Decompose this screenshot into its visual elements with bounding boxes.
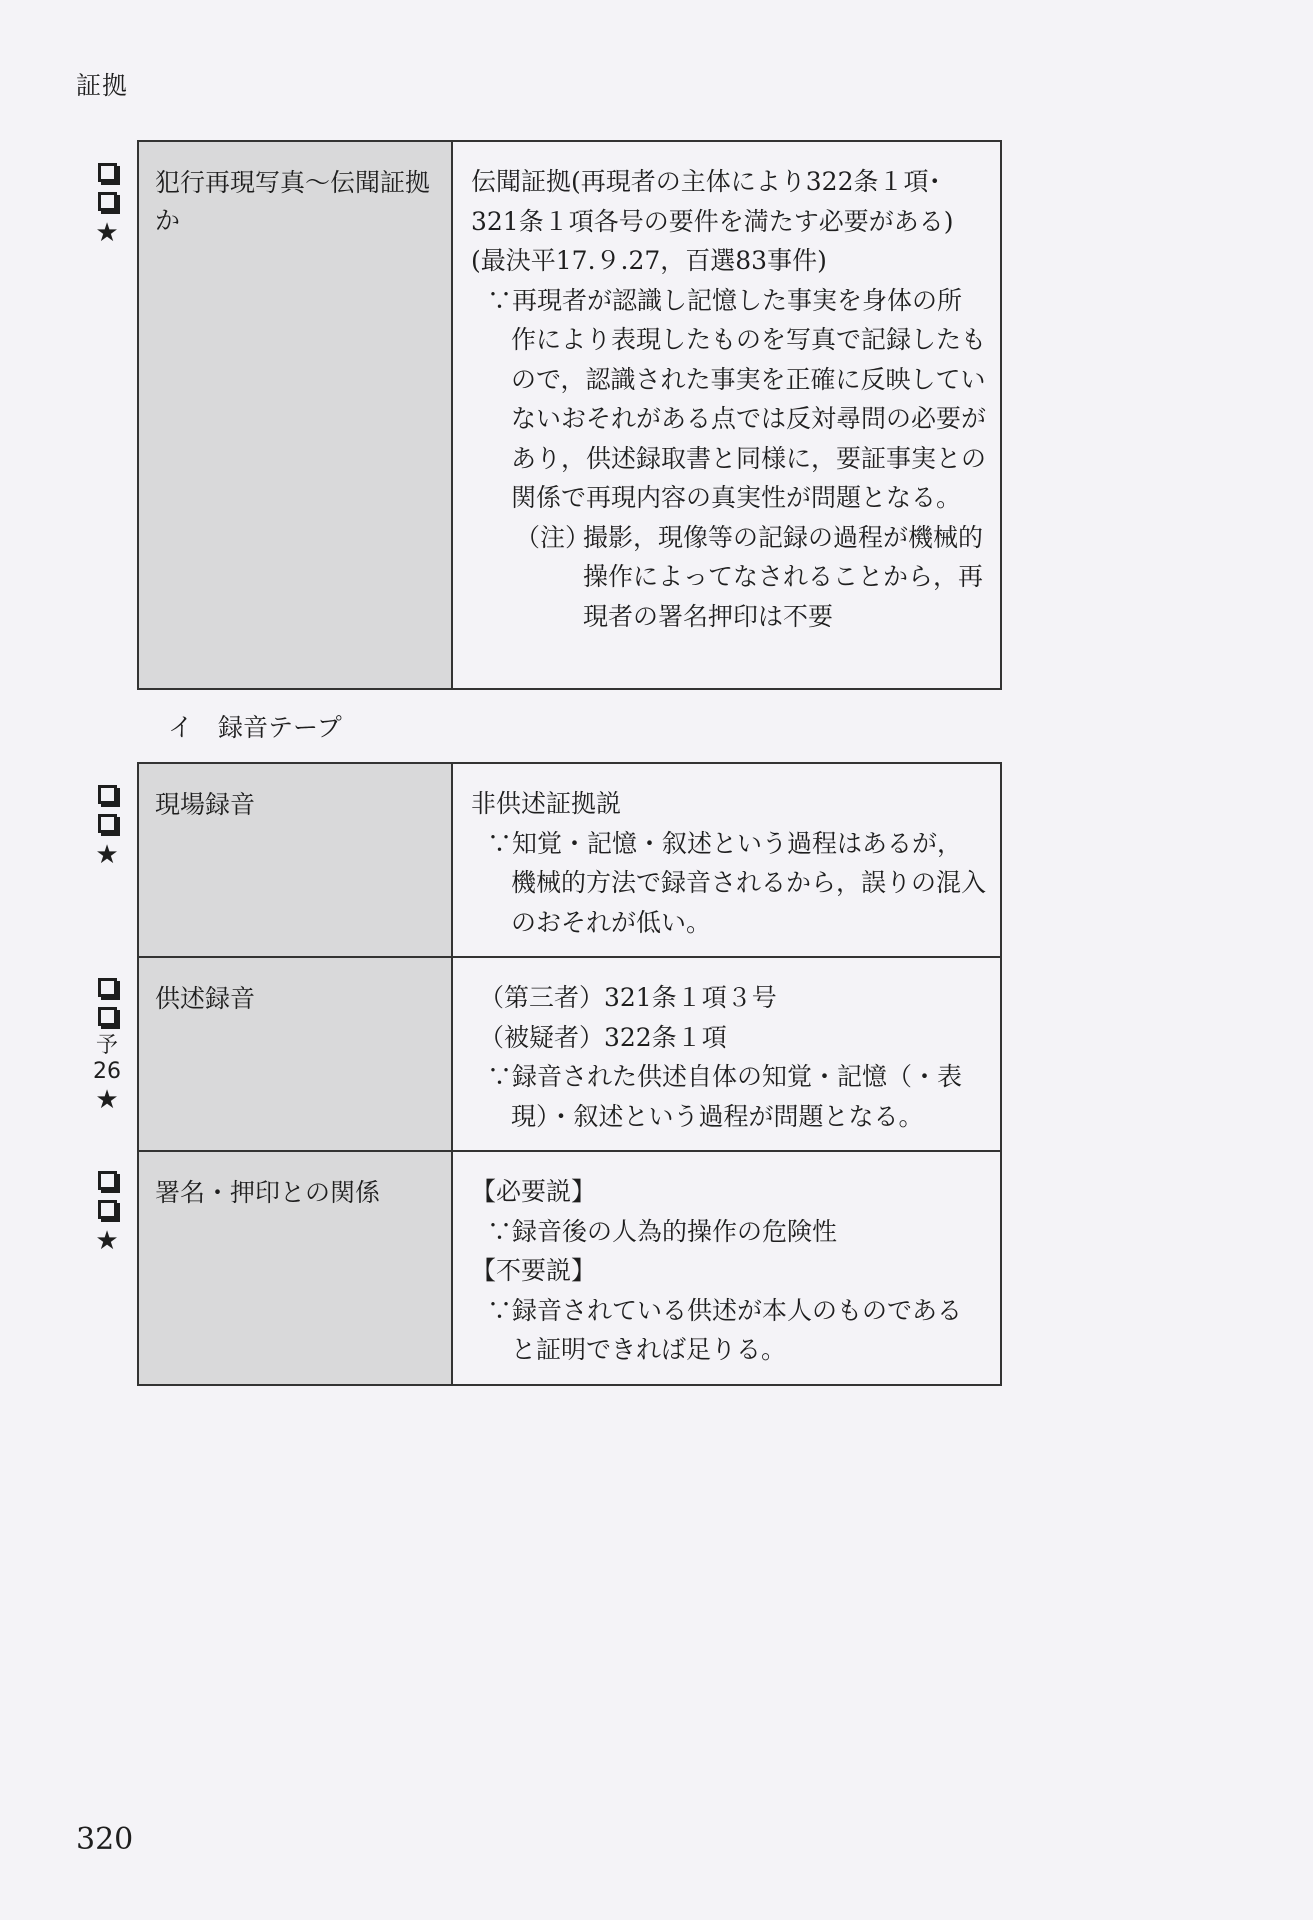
section-heading: イ 録音テープ [168, 713, 342, 742]
checkbox-icon[interactable] [98, 163, 117, 182]
table-row [138, 1151, 1001, 1385]
row-label: 犯行再現写真～伝聞証拠か [138, 141, 452, 689]
checkbox-icon[interactable] [98, 1171, 117, 1190]
checkbox-icon[interactable] [98, 978, 117, 997]
content-reason: ∵再現者が認識し記憶した事実を身体の所作により表現したものを写真で記録したもので，認識された事実を正確に反映していないおそれがある点では反対尋問の必要があり，供述録取書と同様に，要証事実との関係で再現内容の真実性が問題となる。 [487, 285, 987, 512]
checkbox-icon[interactable] [98, 814, 117, 833]
table-row [138, 141, 1001, 689]
star-icon: ★ [95, 1226, 119, 1256]
content-line: （第三者）321条１項３号 [479, 983, 777, 1012]
note-text: 撮影，現像等の記録の過程が機械的操作によってなされることから，再現者の署名押印は不要 [583, 522, 984, 631]
star-icon: ★ [95, 840, 119, 870]
content-reason: ∵知覚・記憶・叙述という過程はあるが，機械的方法で録音されるから，誤りの混入のおそれが低い。 [487, 828, 987, 937]
checkbox-icon[interactable] [98, 1007, 117, 1026]
row-content [452, 141, 1001, 689]
content-line: 非供述証拠説 [471, 789, 622, 818]
row-content [452, 957, 1001, 1151]
running-header: 証拠 [76, 71, 129, 100]
checkbox-icon[interactable] [98, 192, 117, 211]
content-lead: 伝聞証拠(再現者の主体により322条１項･321条１項各号の要件を満たす必要がある) (最決平17.９.27，百選83事件) [471, 167, 954, 275]
content-line: 【不要説】 [471, 1256, 597, 1285]
content-reason: ∵録音後の人為的操作の危険性 [487, 1216, 838, 1246]
checkbox-icon[interactable] [98, 1200, 117, 1219]
content-reason: ∵録音された供述自体の知覚・記憶（・表現）・叙述という過程が問題となる。 [487, 1062, 963, 1131]
content-reason: ∵録音されている供述が本人のものであると証明できれば足りる。 [487, 1295, 963, 1364]
table-photo-evidence [137, 140, 1002, 690]
row-label: 現場録音 [138, 763, 452, 957]
checkbox-marks-1 [92, 160, 122, 248]
checkbox-marks-2 [92, 782, 122, 870]
yo-mark: 予 [95, 1033, 118, 1058]
content-line: （被疑者）322条１項 [479, 1022, 727, 1052]
table-row [138, 957, 1001, 1151]
star-icon: ★ [95, 218, 119, 248]
checkbox-marks-3 [92, 975, 122, 1115]
row-label: 供述録音 [138, 957, 452, 1151]
note-label: （注） [515, 522, 591, 552]
page-number: 320 [76, 1822, 134, 1857]
content-line: 【必要説】 [471, 1177, 597, 1206]
content-note [515, 518, 986, 637]
checkbox-marks-4 [92, 1168, 122, 1256]
row-label: 署名・押印との関係 [138, 1151, 452, 1385]
row-content [452, 1151, 1001, 1385]
row-content [452, 763, 1001, 957]
table-audio-tape [137, 762, 1002, 1386]
year-mark: 26 [93, 1059, 121, 1084]
star-icon: ★ [95, 1085, 119, 1115]
checkbox-icon[interactable] [98, 785, 117, 804]
table-row [138, 763, 1001, 957]
